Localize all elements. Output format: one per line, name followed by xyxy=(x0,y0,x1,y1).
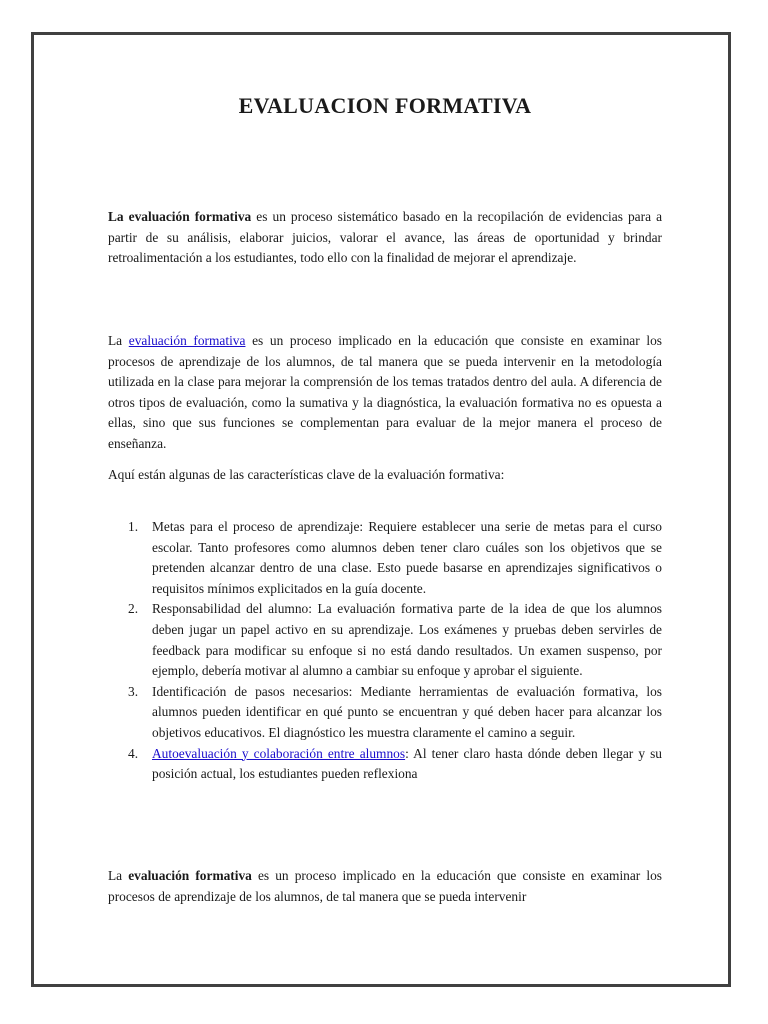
paragraph-repeat xyxy=(108,866,662,907)
paragraph-text: es un proceso implicado en la educación que consiste en examinar los procesos de aprendizaje de los alumnos, de tal manera que se pueda intervenir en la metodología utilizada en la clase para mejorar la comprensión de los temas tratados dentro del aula. A diferencia de otros tipos de evaluación, como la sumativa y la diagnóstica, la evaluación formativa no es opuesta a ellas, sino que sus funciones se complementan para evaluar de la mejor manera el proceso de enseñanza. xyxy=(108,333,662,451)
characteristics-list xyxy=(108,517,662,785)
paragraph-prefix: La xyxy=(108,333,129,348)
paragraph-intro-list: Aquí están algunas de las características clave de la evaluación formativa: xyxy=(108,467,505,482)
list-item-text: Metas para el proceso de aprendizaje: Requiere establecer una serie de metas para el curso escolar. Tanto profesores como alumnos deben tener claro cuáles son los objetivos que se pretenden alcanzar dentro de una clase. Esto puede basarse en aprendizajes significativos o requisitos mínimos explicitados en la guía docente. xyxy=(152,519,662,596)
autoevaluacion-link[interactable]: Autoevaluación y colaboración entre alumnos xyxy=(152,745,406,761)
list-item xyxy=(108,682,662,744)
paragraph-prefix: La xyxy=(108,868,129,883)
list-number: 3. xyxy=(128,683,139,699)
list-item-text: Responsabilidad del alumno: La evaluación formativa parte de la idea de que los alumnos deben jugar un papel activo en su aprendizaje. Los exámenes y pruebas deben servirles de feedback para modificar su enfoque si no está dando resultados. Un examen suspenso, por ejemplo, debería motivar al alumno a cambiar su enfoque y aprobar el siguiente. xyxy=(152,601,662,679)
bold-term: evaluación formativa xyxy=(128,868,252,883)
paragraph-text: es un proceso implicado en la educación que consiste en examinar los procesos de aprendizaje de los alumnos, de tal manera que se pueda intervenir xyxy=(108,868,662,904)
list-number: 1. xyxy=(128,519,139,534)
list-item-text: Identificación de pasos necesarios: Mediante herramientas de evaluación formativa, los alumnos pueden identificar en qué punto se encuentran y qué deben hacer para alcanzar los objetivos educativos. El diagnóstico les muestra claramente el camino a seguir. xyxy=(152,683,662,740)
list-item xyxy=(108,744,662,785)
evaluacion-formativa-link[interactable]: evaluación formativa xyxy=(128,333,246,348)
list-item-text: : Al tener claro hasta dónde deben llegar y su posición actual, los estudiantes pueden reflexiona xyxy=(152,745,663,782)
bold-term: La evaluación formativa xyxy=(108,209,252,224)
list-item xyxy=(108,517,662,599)
list-number: 2. xyxy=(128,601,139,617)
paragraph-definition xyxy=(108,207,662,269)
list-item xyxy=(108,599,662,681)
paragraph-text: es un proceso sistemático basado en la recopilación de evidencias para a partir de su análisis, elaborar juicios, valorar el avance, las áreas de oportunidad y brindar retroalimentación a los estudiantes, todo ello con la finalidad de mejorar el aprendizaje. xyxy=(108,209,663,266)
list-number: 4. xyxy=(128,745,139,761)
paragraph-description xyxy=(108,331,662,455)
document-page xyxy=(31,32,731,987)
document-title: EVALUACION FORMATIVA xyxy=(238,93,532,118)
